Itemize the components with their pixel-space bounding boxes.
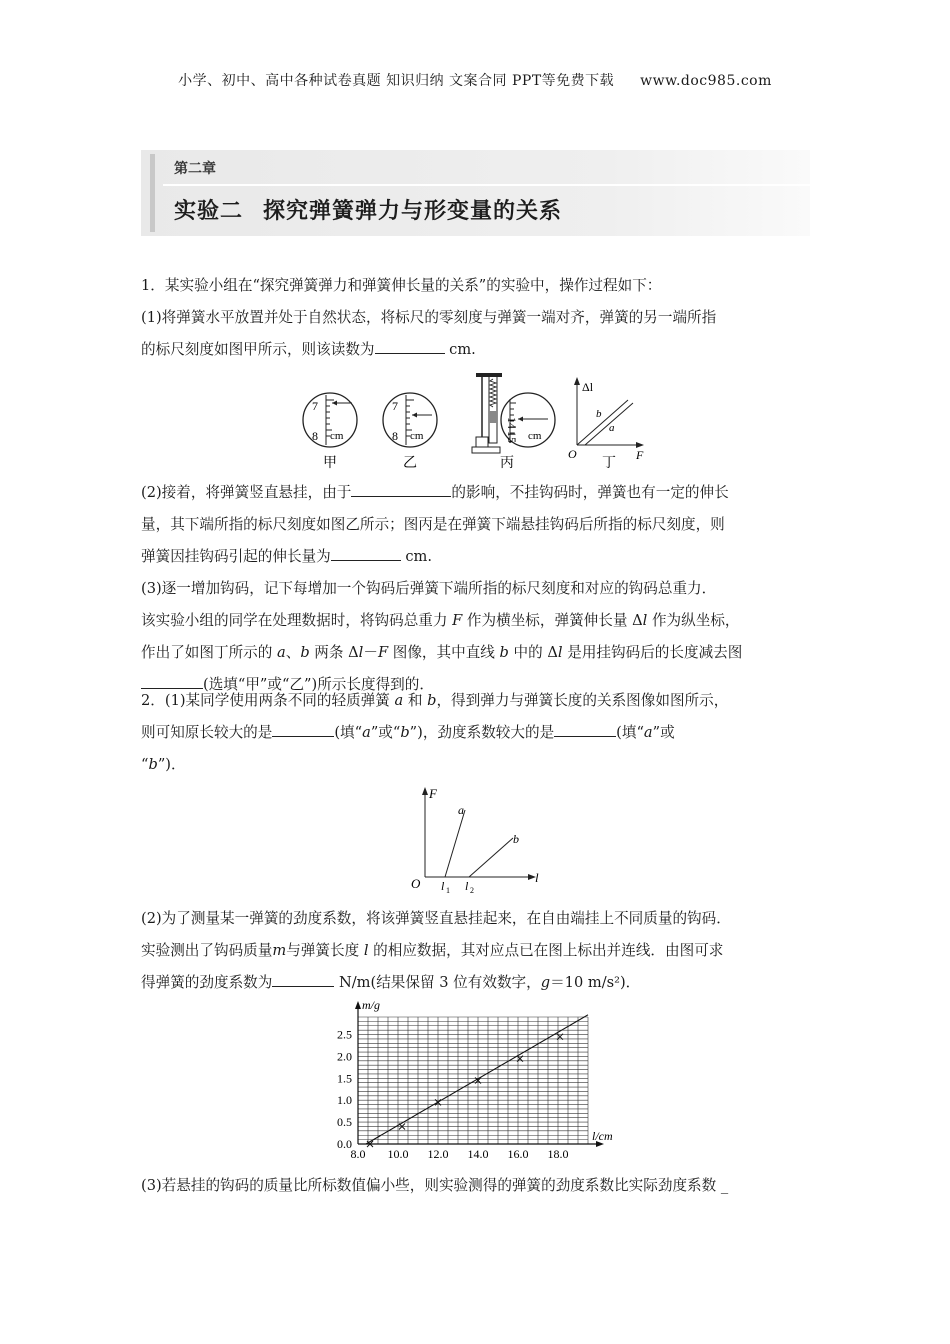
q1-part1-line1: (1)将弹簧水平放置并处于自然状态，将标尺的零刻度与弹簧一端对齐，弹簧的另一端所指: [141, 309, 717, 326]
ding-caption: 丁: [602, 456, 616, 471]
figure-bing: [472, 373, 555, 471]
experiment-name: 探究弹簧弹力与形变量的关系: [263, 199, 563, 224]
yi-tick-8: 8: [392, 429, 398, 443]
fl-line-b: b: [513, 832, 519, 846]
x-tick-label: 12.0: [427, 1147, 449, 1161]
figure-yi: [383, 393, 437, 471]
q2-ml-chart: [320, 995, 630, 1165]
q1-part3-line4: (选填“甲”或“乙”)所示长度得到的．: [141, 669, 813, 701]
bing-caption: 丙: [500, 456, 514, 471]
q1-part3-line3: 作出了如图丁所示的 a、b 两条 Δl－F 图像，其中直线 b 中的 Δl 是用挂钩码后的长度减去图: [141, 644, 743, 661]
q2-part2-line2: 实验测出了钩码质量m与弹簧长度 l 的相应数据，其对应点已在图上标出并连线．由图可求: [141, 942, 724, 959]
bing-unit: cm: [528, 430, 542, 442]
fl-origin: O: [411, 876, 421, 891]
jia-caption: 甲: [323, 456, 337, 471]
q1-part2-line3: 弹簧因挂钩码引起的伸长量为 cm.: [141, 548, 433, 565]
banner-divider: [163, 184, 810, 186]
chapter-banner: [141, 150, 810, 236]
jia-tick-7: 7: [312, 399, 318, 413]
ding-line-b: b: [596, 408, 602, 420]
bing-tick-15: 15: [505, 431, 519, 443]
x-tick-label: 18.0: [547, 1147, 569, 1161]
q1-figures: [290, 365, 670, 475]
y-tick-label: 0.0: [337, 1137, 352, 1151]
chart-grid: [358, 1017, 588, 1144]
q2-part1-line2: 则可知原长较大的是 (填“a”或“b”)，劲度系数较大的是 (填“a”或: [141, 724, 675, 741]
fl-l1-sub: 1: [446, 886, 450, 895]
q1-part2-line2: 量，其下端所指的标尺刻度如图乙所示；图丙是在弹簧下端悬挂钩码后所指的标尺刻度，则: [141, 516, 725, 533]
q1-intro: 1．某实验小组在“探究弹簧弹力和弹簧伸长量的关系”的实验中，操作过程如下：: [141, 277, 662, 294]
x-tick-label: 16.0: [507, 1147, 529, 1161]
q1-part1-line2: 的标尺刻度如图甲所示，则该读数为 cm.: [141, 341, 476, 358]
q1-part2-line1: (2)接着，将弹簧竖直悬挂，由于 的影响，不挂钩码时，弹簧也有一定的伸长: [141, 484, 729, 501]
q2-block-a: [141, 685, 813, 781]
y-tick-label: 1.0: [337, 1093, 352, 1108]
fl-l2: l: [465, 879, 469, 893]
q1-block-b: [141, 477, 813, 701]
jia-tick-8: 8: [312, 429, 318, 443]
yi-tick-7: 7: [392, 399, 398, 413]
header-site: www.doc985.com: [640, 73, 772, 89]
q1-block-a: [141, 270, 813, 366]
x-tick-label: 8.0: [350, 1147, 366, 1161]
figure-ding: [568, 377, 644, 471]
fl-l1: l: [441, 879, 445, 893]
x-axis-label: l/cm: [592, 1129, 613, 1143]
q1-part3-line2: 该实验小组的同学在处理数据时，将钩码总重力 F 作为横坐标，弹簧伸长量 Δl 作为纵坐标，: [141, 612, 740, 629]
answer-blank[interactable]: [375, 339, 445, 354]
y-tick-label: 2.0: [337, 1049, 352, 1064]
experiment-number: 实验二: [174, 199, 244, 224]
q2-part1-line3: “b”)．: [141, 756, 186, 773]
q2-block-b: [141, 903, 813, 999]
y-axis-arrow: [355, 1001, 361, 1009]
header-text: 小学、初中、高中各种试卷真题 知识归纳 文案合同 PPT等免费下载: [178, 73, 615, 89]
answer-blank[interactable]: [272, 972, 334, 987]
experiment-title: [174, 194, 562, 225]
ding-line-a: a: [609, 422, 615, 434]
fl-x-label: l: [535, 870, 539, 885]
yi-caption: 乙: [403, 456, 417, 471]
x-tick-label: 10.0: [387, 1147, 409, 1161]
page-header: [0, 70, 950, 90]
bing-tick-14: 14: [505, 417, 519, 429]
y-tick-label: 0.5: [337, 1115, 352, 1130]
banner-accent-bar: [150, 154, 155, 232]
x-tick-label: 14.0: [467, 1147, 489, 1161]
figure-jia: [303, 393, 357, 471]
yi-unit: cm: [410, 430, 424, 442]
q2-part3-line1: (3)若悬挂的钩码的质量比所标数值偏小些，则实验测得的弹簧的劲度系数比实际劲度系数 _: [141, 1177, 729, 1194]
jia-unit: cm: [330, 430, 344, 442]
answer-blank[interactable]: [554, 722, 616, 737]
answer-blank[interactable]: [331, 546, 401, 561]
y-tick-label: 1.5: [337, 1071, 352, 1086]
fl-y-label: F: [429, 786, 437, 801]
q1-part3-line1: (3)逐一增加钩码，记下每增加一个钩码后弹簧下端所指的标尺刻度和对应的钩码总重力．: [141, 580, 717, 597]
q2-part2-line3: 得弹簧的劲度系数为 N/m(结果保留 3 位有效数字，g＝10 m/s²)．: [141, 974, 641, 991]
fl-l2-sub: 2: [470, 886, 474, 895]
q2-fl-figure: [405, 780, 555, 898]
q2-part1-line1: 2．(1)某同学使用两条不同的轻质弹簧 a 和 b，得到弹力与弹簧长度的关系图像如图所示，: [141, 692, 729, 709]
answer-blank[interactable]: [272, 722, 334, 737]
fl-line-a: a: [458, 803, 464, 817]
y-tick-label: 2.5: [337, 1027, 352, 1042]
q2-block-c: [141, 1170, 813, 1202]
ding-y-label: Δl: [582, 380, 594, 394]
ding-x-label: F: [636, 448, 644, 462]
answer-blank[interactable]: [351, 482, 451, 497]
ding-origin: O: [568, 447, 577, 461]
chapter-label: 第二章: [174, 161, 216, 177]
q2-part2-line1: (2)为了测量某一弹簧的劲度系数，将该弹簧竖直悬挂起来，在自由端挂上不同质量的钩码．: [141, 910, 731, 927]
y-axis-label: m/g: [362, 998, 380, 1012]
